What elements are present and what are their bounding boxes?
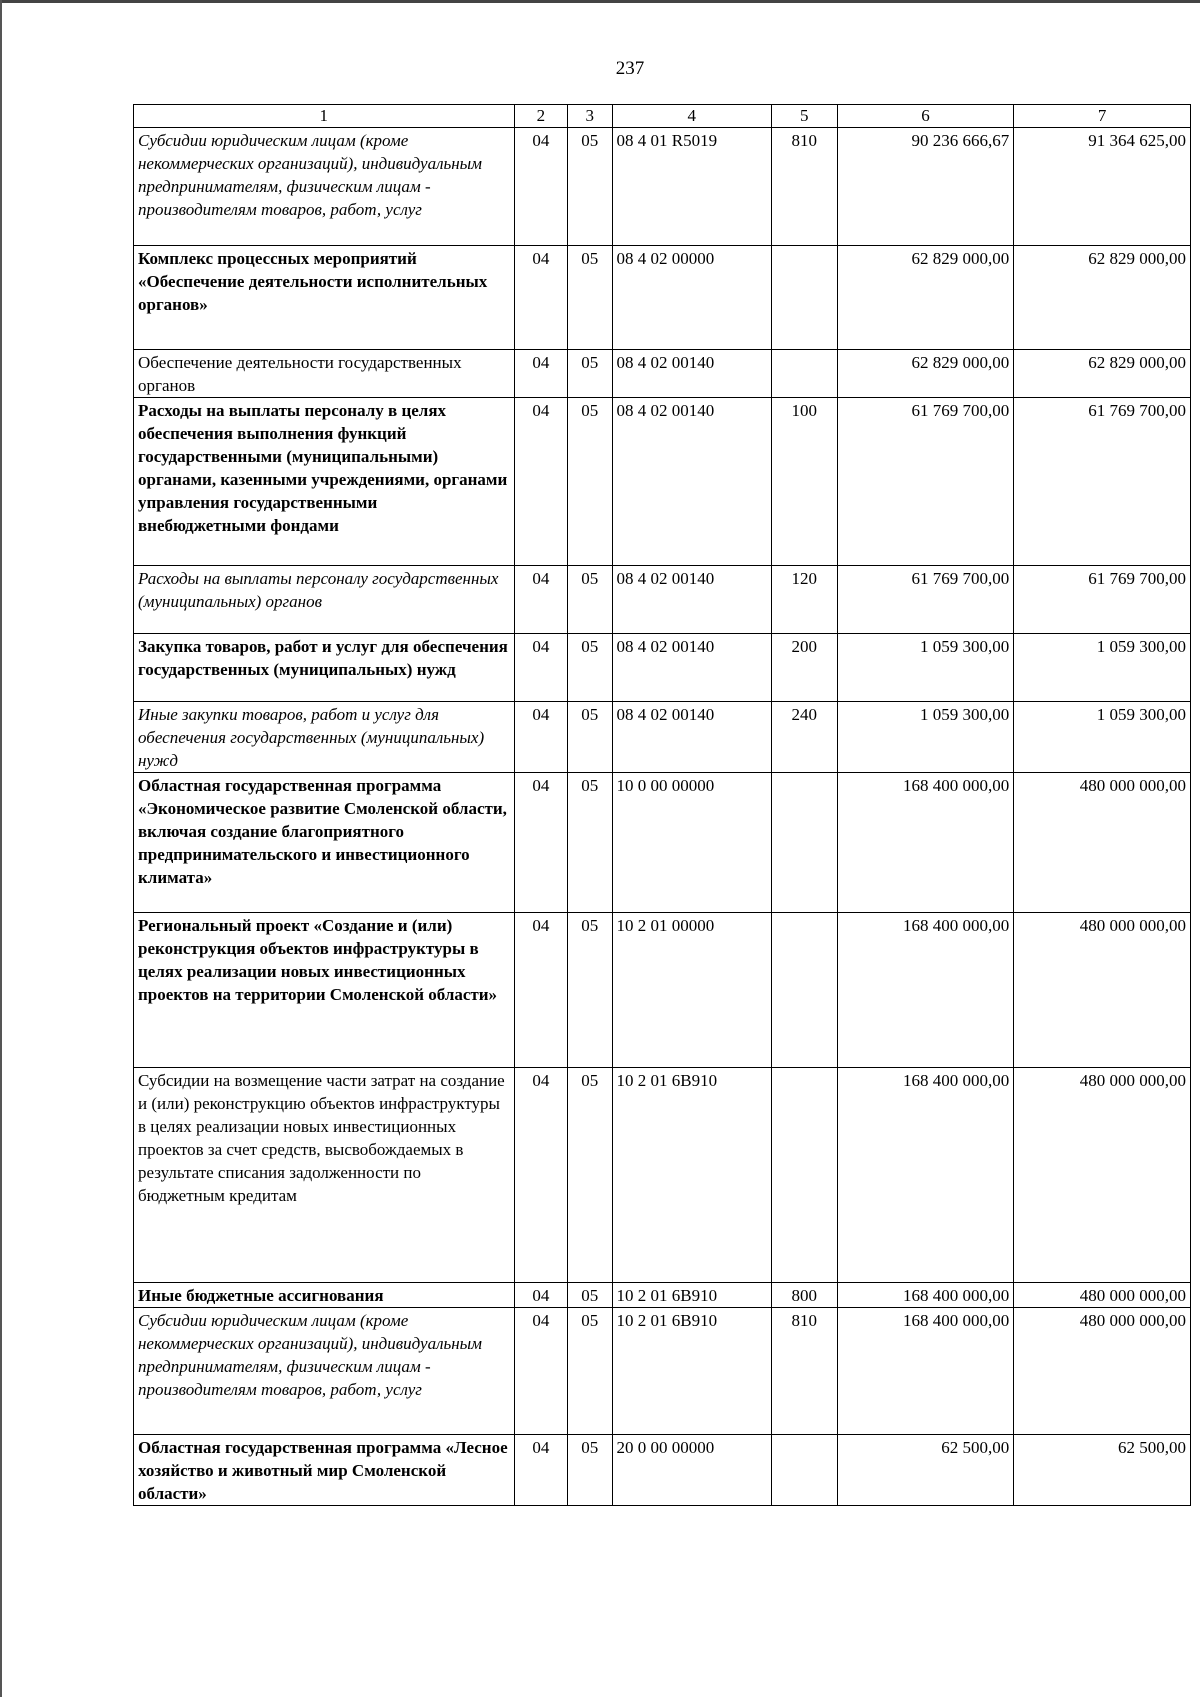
row-expense-type-cell: [772, 773, 838, 913]
row-amount-year1-cell: 62 500,00: [837, 1435, 1014, 1506]
table-row: [134, 350, 1191, 398]
header-col-7: 7: [1014, 105, 1191, 128]
table-row: [134, 773, 1191, 913]
row-name-cell: Субсидии на возмещение части затрат на создание и (или) реконструкцию объектов инфраструктуры в целях реализации новых инвестиционных проектов за счет средств, высвобождаемых в результате списания задолженности по бюджетным кредитам: [134, 1068, 515, 1283]
row-name-cell: Субсидии юридическим лицам (кроме некоммерческих организаций), индивидуальным предпринимателям, физическим лицам - производителям товаров, работ, услуг: [134, 128, 515, 246]
row-amount-year1-cell: 61 769 700,00: [837, 566, 1014, 634]
row-target-code-cell: 08 4 02 00140: [612, 350, 772, 398]
row-expense-type-cell: [772, 246, 838, 350]
table-row: [134, 913, 1191, 1068]
scan-edge-top: [0, 0, 1200, 3]
row-section-cell: 04: [514, 1435, 568, 1506]
row-target-code-cell: 08 4 02 00140: [612, 634, 772, 702]
row-section-cell: 04: [514, 566, 568, 634]
header-col-2: 2: [514, 105, 568, 128]
table-row: [134, 634, 1191, 702]
row-amount-year1-cell: 90 236 666,67: [837, 128, 1014, 246]
row-expense-type-cell: 240: [772, 702, 838, 773]
row-amount-year2-cell: 480 000 000,00: [1014, 773, 1191, 913]
row-amount-year2-cell: 1 059 300,00: [1014, 634, 1191, 702]
row-amount-year1-cell: 168 400 000,00: [837, 1068, 1014, 1283]
row-target-code-cell: 08 4 02 00140: [612, 702, 772, 773]
table-row: [134, 1435, 1191, 1506]
row-expense-type-cell: 120: [772, 566, 838, 634]
row-amount-year2-cell: 1 059 300,00: [1014, 702, 1191, 773]
row-subsection-cell: 05: [568, 128, 612, 246]
row-target-code-cell: 10 2 01 6B910: [612, 1283, 772, 1308]
row-subsection-cell: 05: [568, 773, 612, 913]
budget-table-body: [134, 105, 1191, 1506]
row-amount-year1-cell: 168 400 000,00: [837, 773, 1014, 913]
row-subsection-cell: 05: [568, 913, 612, 1068]
scan-edge-left: [0, 0, 2, 1697]
row-name-cell: Закупка товаров, работ и услуг для обеспечения государственных (муниципальных) нужд: [134, 634, 515, 702]
table-row: [134, 128, 1191, 246]
table-row: [134, 1308, 1191, 1435]
row-expense-type-cell: 200: [772, 634, 838, 702]
row-amount-year2-cell: 62 829 000,00: [1014, 246, 1191, 350]
table-row: [134, 1068, 1191, 1283]
row-target-code-cell: 10 0 00 00000: [612, 773, 772, 913]
row-subsection-cell: 05: [568, 634, 612, 702]
header-col-1: 1: [134, 105, 515, 128]
page-number: 237: [615, 58, 645, 79]
row-name-cell: Областная государственная программа «Лесное хозяйство и животный мир Смоленской области»: [134, 1435, 515, 1506]
header-col-5: 5: [772, 105, 838, 128]
row-name-cell: Субсидии юридическим лицам (кроме некоммерческих организаций), индивидуальным предпринимателям, физическим лицам - производителям товаров, работ, услуг: [134, 1308, 515, 1435]
table-row: [134, 1283, 1191, 1308]
row-name-cell: Иные бюджетные ассигнования: [134, 1283, 515, 1308]
row-amount-year2-cell: 480 000 000,00: [1014, 1308, 1191, 1435]
row-amount-year1-cell: 1 059 300,00: [837, 634, 1014, 702]
row-section-cell: 04: [514, 702, 568, 773]
row-amount-year2-cell: 480 000 000,00: [1014, 1068, 1191, 1283]
row-name-cell: Расходы на выплаты персоналу в целях обеспечения выполнения функций государственными (муниципальными) органами, казенными учреждениями, органами управления государственными внебюджетными фондами: [134, 398, 515, 566]
row-amount-year2-cell: 480 000 000,00: [1014, 1283, 1191, 1308]
row-target-code-cell: 08 4 02 00140: [612, 398, 772, 566]
table-row: [134, 566, 1191, 634]
header-col-6: 6: [837, 105, 1014, 128]
row-section-cell: 04: [514, 350, 568, 398]
row-amount-year2-cell: 61 769 700,00: [1014, 566, 1191, 634]
row-name-cell: Региональный проект «Создание и (или) реконструкция объектов инфраструктуры в целях реализации новых инвестиционных проектов на территории Смоленской области»: [134, 913, 515, 1068]
row-section-cell: 04: [514, 398, 568, 566]
row-amount-year1-cell: 1 059 300,00: [837, 702, 1014, 773]
row-amount-year2-cell: 62 829 000,00: [1014, 350, 1191, 398]
row-subsection-cell: 05: [568, 246, 612, 350]
row-target-code-cell: 08 4 02 00140: [612, 566, 772, 634]
row-target-code-cell: 08 4 02 00000: [612, 246, 772, 350]
row-section-cell: 04: [514, 246, 568, 350]
row-subsection-cell: 05: [568, 566, 612, 634]
row-section-cell: 04: [514, 128, 568, 246]
row-section-cell: 04: [514, 634, 568, 702]
header-col-3: 3: [568, 105, 612, 128]
row-subsection-cell: 05: [568, 702, 612, 773]
row-expense-type-cell: [772, 1068, 838, 1283]
row-amount-year1-cell: 168 400 000,00: [837, 1308, 1014, 1435]
row-amount-year1-cell: 62 829 000,00: [837, 350, 1014, 398]
row-name-cell: Комплекс процессных мероприятий «Обеспечение деятельности исполнительных органов»: [134, 246, 515, 350]
row-amount-year1-cell: 62 829 000,00: [837, 246, 1014, 350]
row-section-cell: 04: [514, 913, 568, 1068]
row-target-code-cell: 20 0 00 00000: [612, 1435, 772, 1506]
row-name-cell: Расходы на выплаты персоналу государственных (муниципальных) органов: [134, 566, 515, 634]
row-expense-type-cell: 800: [772, 1283, 838, 1308]
row-subsection-cell: 05: [568, 1068, 612, 1283]
row-amount-year2-cell: 480 000 000,00: [1014, 913, 1191, 1068]
row-section-cell: 04: [514, 773, 568, 913]
row-section-cell: 04: [514, 1308, 568, 1435]
row-target-code-cell: 10 2 01 00000: [612, 913, 772, 1068]
row-expense-type-cell: [772, 913, 838, 1068]
row-target-code-cell: 10 2 01 6B910: [612, 1308, 772, 1435]
row-section-cell: 04: [514, 1283, 568, 1308]
row-expense-type-cell: 810: [772, 1308, 838, 1435]
row-subsection-cell: 05: [568, 1283, 612, 1308]
row-target-code-cell: 10 2 01 6B910: [612, 1068, 772, 1283]
row-name-cell: Иные закупки товаров, работ и услуг для обеспечения государственных (муниципальных) нужд: [134, 702, 515, 773]
row-amount-year1-cell: 168 400 000,00: [837, 913, 1014, 1068]
row-name-cell: Обеспечение деятельности государственных органов: [134, 350, 515, 398]
row-subsection-cell: 05: [568, 350, 612, 398]
budget-table: [133, 104, 1191, 1506]
row-expense-type-cell: [772, 350, 838, 398]
row-expense-type-cell: 100: [772, 398, 838, 566]
row-name-cell: Областная государственная программа «Экономическое развитие Смоленской области, включая создание благоприятного предпринимательского и инвестиционного климата»: [134, 773, 515, 913]
row-amount-year1-cell: 168 400 000,00: [837, 1283, 1014, 1308]
row-amount-year1-cell: 61 769 700,00: [837, 398, 1014, 566]
table-row: [134, 702, 1191, 773]
row-section-cell: 04: [514, 1068, 568, 1283]
table-row: [134, 398, 1191, 566]
row-subsection-cell: 05: [568, 1435, 612, 1506]
header-col-4: 4: [612, 105, 772, 128]
row-amount-year2-cell: 61 769 700,00: [1014, 398, 1191, 566]
row-subsection-cell: 05: [568, 398, 612, 566]
row-amount-year2-cell: 62 500,00: [1014, 1435, 1191, 1506]
row-amount-year2-cell: 91 364 625,00: [1014, 128, 1191, 246]
row-expense-type-cell: [772, 1435, 838, 1506]
row-expense-type-cell: 810: [772, 128, 838, 246]
table-header-row: [134, 105, 1191, 128]
row-target-code-cell: 08 4 01 R5019: [612, 128, 772, 246]
table-row: [134, 246, 1191, 350]
row-subsection-cell: 05: [568, 1308, 612, 1435]
